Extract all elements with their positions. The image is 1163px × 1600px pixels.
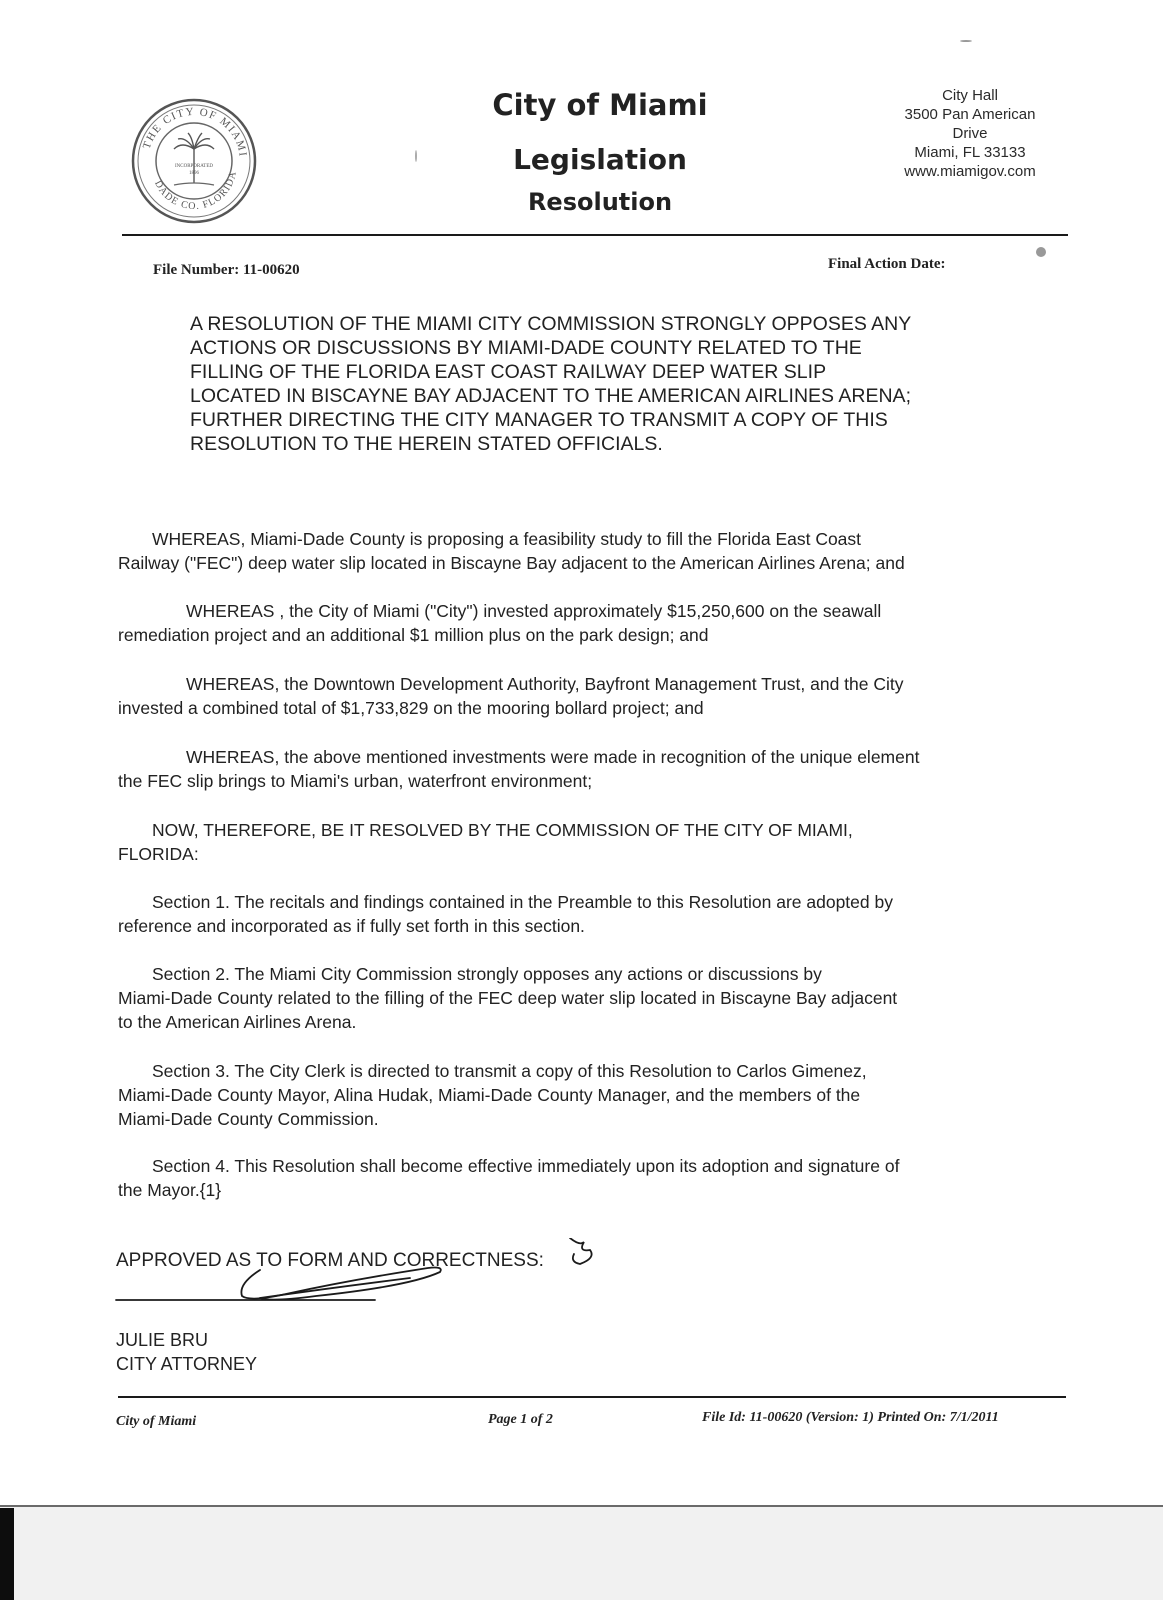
address-line: City Hall	[942, 87, 998, 104]
paragraph-line: the FEC slip brings to Miami's urban, waterfront environment;	[118, 771, 593, 791]
paragraph-line: remediation project and an additional $1 million plus on the park design; and	[118, 625, 709, 645]
whereas-paragraph-3	[118, 672, 1063, 720]
paragraph-line: reference and incorporated as if fully set forth in this section.	[118, 916, 585, 936]
header-divider	[122, 234, 1068, 236]
paragraph-line: Section 4. This Resolution shall become effective immediately upon its adoption and signature of	[152, 1156, 900, 1176]
paragraph-line: Section 1. The recitals and findings contained in the Preamble to this Resolution are adopted by	[152, 892, 893, 912]
paragraph-line: invested a combined total of $1,733,829 on the mooring bollard project; and	[118, 698, 704, 718]
paragraph-line: Miami-Dade County related to the filling of the FEC deep water slip located in Biscayne Bay adjacent	[118, 988, 898, 1008]
whereas-paragraph-4	[118, 745, 1063, 793]
svg-text:THE CITY OF MIAMI: THE CITY OF MIAMI	[140, 105, 249, 159]
svg-text:1896: 1896	[189, 171, 199, 176]
footer-page-number: Page 1 of 2	[488, 1412, 553, 1427]
org-title: City of Miami	[492, 88, 708, 122]
section-1	[118, 890, 1063, 938]
section-4	[118, 1154, 1063, 1202]
scan-speck	[960, 40, 972, 42]
svg-text:INCORPORATED: INCORPORATED	[174, 164, 214, 169]
footer-divider	[118, 1396, 1066, 1398]
whereas-paragraph-1	[118, 527, 1063, 575]
title-line: RESOLUTION TO THE HEREIN STATED OFFICIALS.	[190, 433, 663, 455]
title-line: FURTHER DIRECTING THE CITY MANAGER TO TRANSMIT A COPY OF THIS	[190, 409, 888, 431]
paragraph-line: Railway ("FEC") deep water slip located in Biscayne Bay adjacent to the American Airlines Arena; and	[118, 553, 905, 573]
signer-name: JULIE BRU	[116, 1330, 209, 1350]
resolution-title	[190, 312, 990, 456]
signer-title: CITY ATTORNEY	[116, 1354, 258, 1374]
paragraph-line: the Mayor.{1}	[118, 1180, 222, 1200]
scan-speck	[1036, 247, 1046, 257]
title-line: ACTIONS OR DISCUSSIONS BY MIAMI-DADE COUNTY RELATED TO THE	[190, 337, 862, 359]
page-edge	[0, 1505, 1163, 1507]
address-line: 3500 Pan American	[904, 106, 1036, 123]
city-seal-logo	[130, 97, 258, 225]
paragraph-line: WHEREAS, the above mentioned investments were made in recognition of the unique element	[186, 747, 920, 767]
paragraph-line: FLORIDA:	[118, 844, 199, 864]
paragraph-line: Section 2. The Miami City Commission strongly opposes any actions or discussions by	[152, 964, 822, 984]
scanner-background	[0, 1505, 1163, 1600]
paragraph-line: Miami-Dade County Commission.	[118, 1109, 379, 1129]
scanner-edge	[0, 1508, 14, 1600]
address-line: Drive	[952, 125, 988, 142]
footer-city: City of Miami	[116, 1414, 197, 1429]
paragraph-line: to the American Airlines Arena.	[118, 1012, 357, 1032]
signer-block	[116, 1328, 257, 1376]
paragraph-line: WHEREAS, the Downtown Development Authority, Bayfront Management Trust, and the City	[186, 674, 904, 694]
paragraph-line: NOW, THEREFORE, BE IT RESOLVED BY THE COMMISSION OF THE CITY OF MIAMI,	[152, 820, 853, 840]
address-line: Miami, FL 33133	[914, 144, 1026, 161]
city-address	[880, 86, 1060, 181]
paragraph-line: WHEREAS , the City of Miami ("City") invested approximately $15,250,600 on the seawall	[186, 601, 882, 621]
address-line: www.miamigov.com	[904, 163, 1036, 180]
doc-category: Legislation	[513, 143, 687, 176]
title-line: A RESOLUTION OF THE MIAMI CITY COMMISSION STRONGLY OPPOSES ANY	[190, 313, 912, 335]
paragraph-line: Section 3. The City Clerk is directed to transmit a copy of this Resolution to Carlos Gimenez,	[152, 1061, 867, 1081]
section-2	[118, 962, 1063, 1034]
final-action-date: Final Action Date:	[828, 256, 946, 272]
title-line: LOCATED IN BISCAYNE BAY ADJACENT TO THE AMERICAN AIRLINES ARENA;	[190, 385, 911, 407]
scan-speck	[415, 150, 417, 162]
paragraph-line: Miami-Dade County Mayor, Alina Hudak, Miami-Dade County Manager, and the members of the	[118, 1085, 861, 1105]
svg-text:DADE CO. FLORIDA: DADE CO. FLORIDA	[152, 169, 239, 213]
resolved-clause	[118, 818, 1063, 866]
doc-type: Resolution	[527, 188, 673, 216]
whereas-paragraph-2	[118, 599, 1063, 647]
footer-file-id: File Id: 11-00620 (Version: 1) Printed On: 7/1/2011	[702, 1410, 999, 1425]
paragraph-line: WHEREAS, Miami-Dade County is proposing a feasibility study to fill the Florida East Coast	[152, 529, 862, 549]
file-number: File Number: 11-00620	[153, 262, 300, 278]
section-3	[118, 1059, 1063, 1131]
approval-heading: APPROVED AS TO FORM AND CORRECTNESS:	[116, 1250, 544, 1271]
title-line: FILLING OF THE FLORIDA EAST COAST RAILWAY DEEP WATER SLIP	[190, 361, 827, 383]
